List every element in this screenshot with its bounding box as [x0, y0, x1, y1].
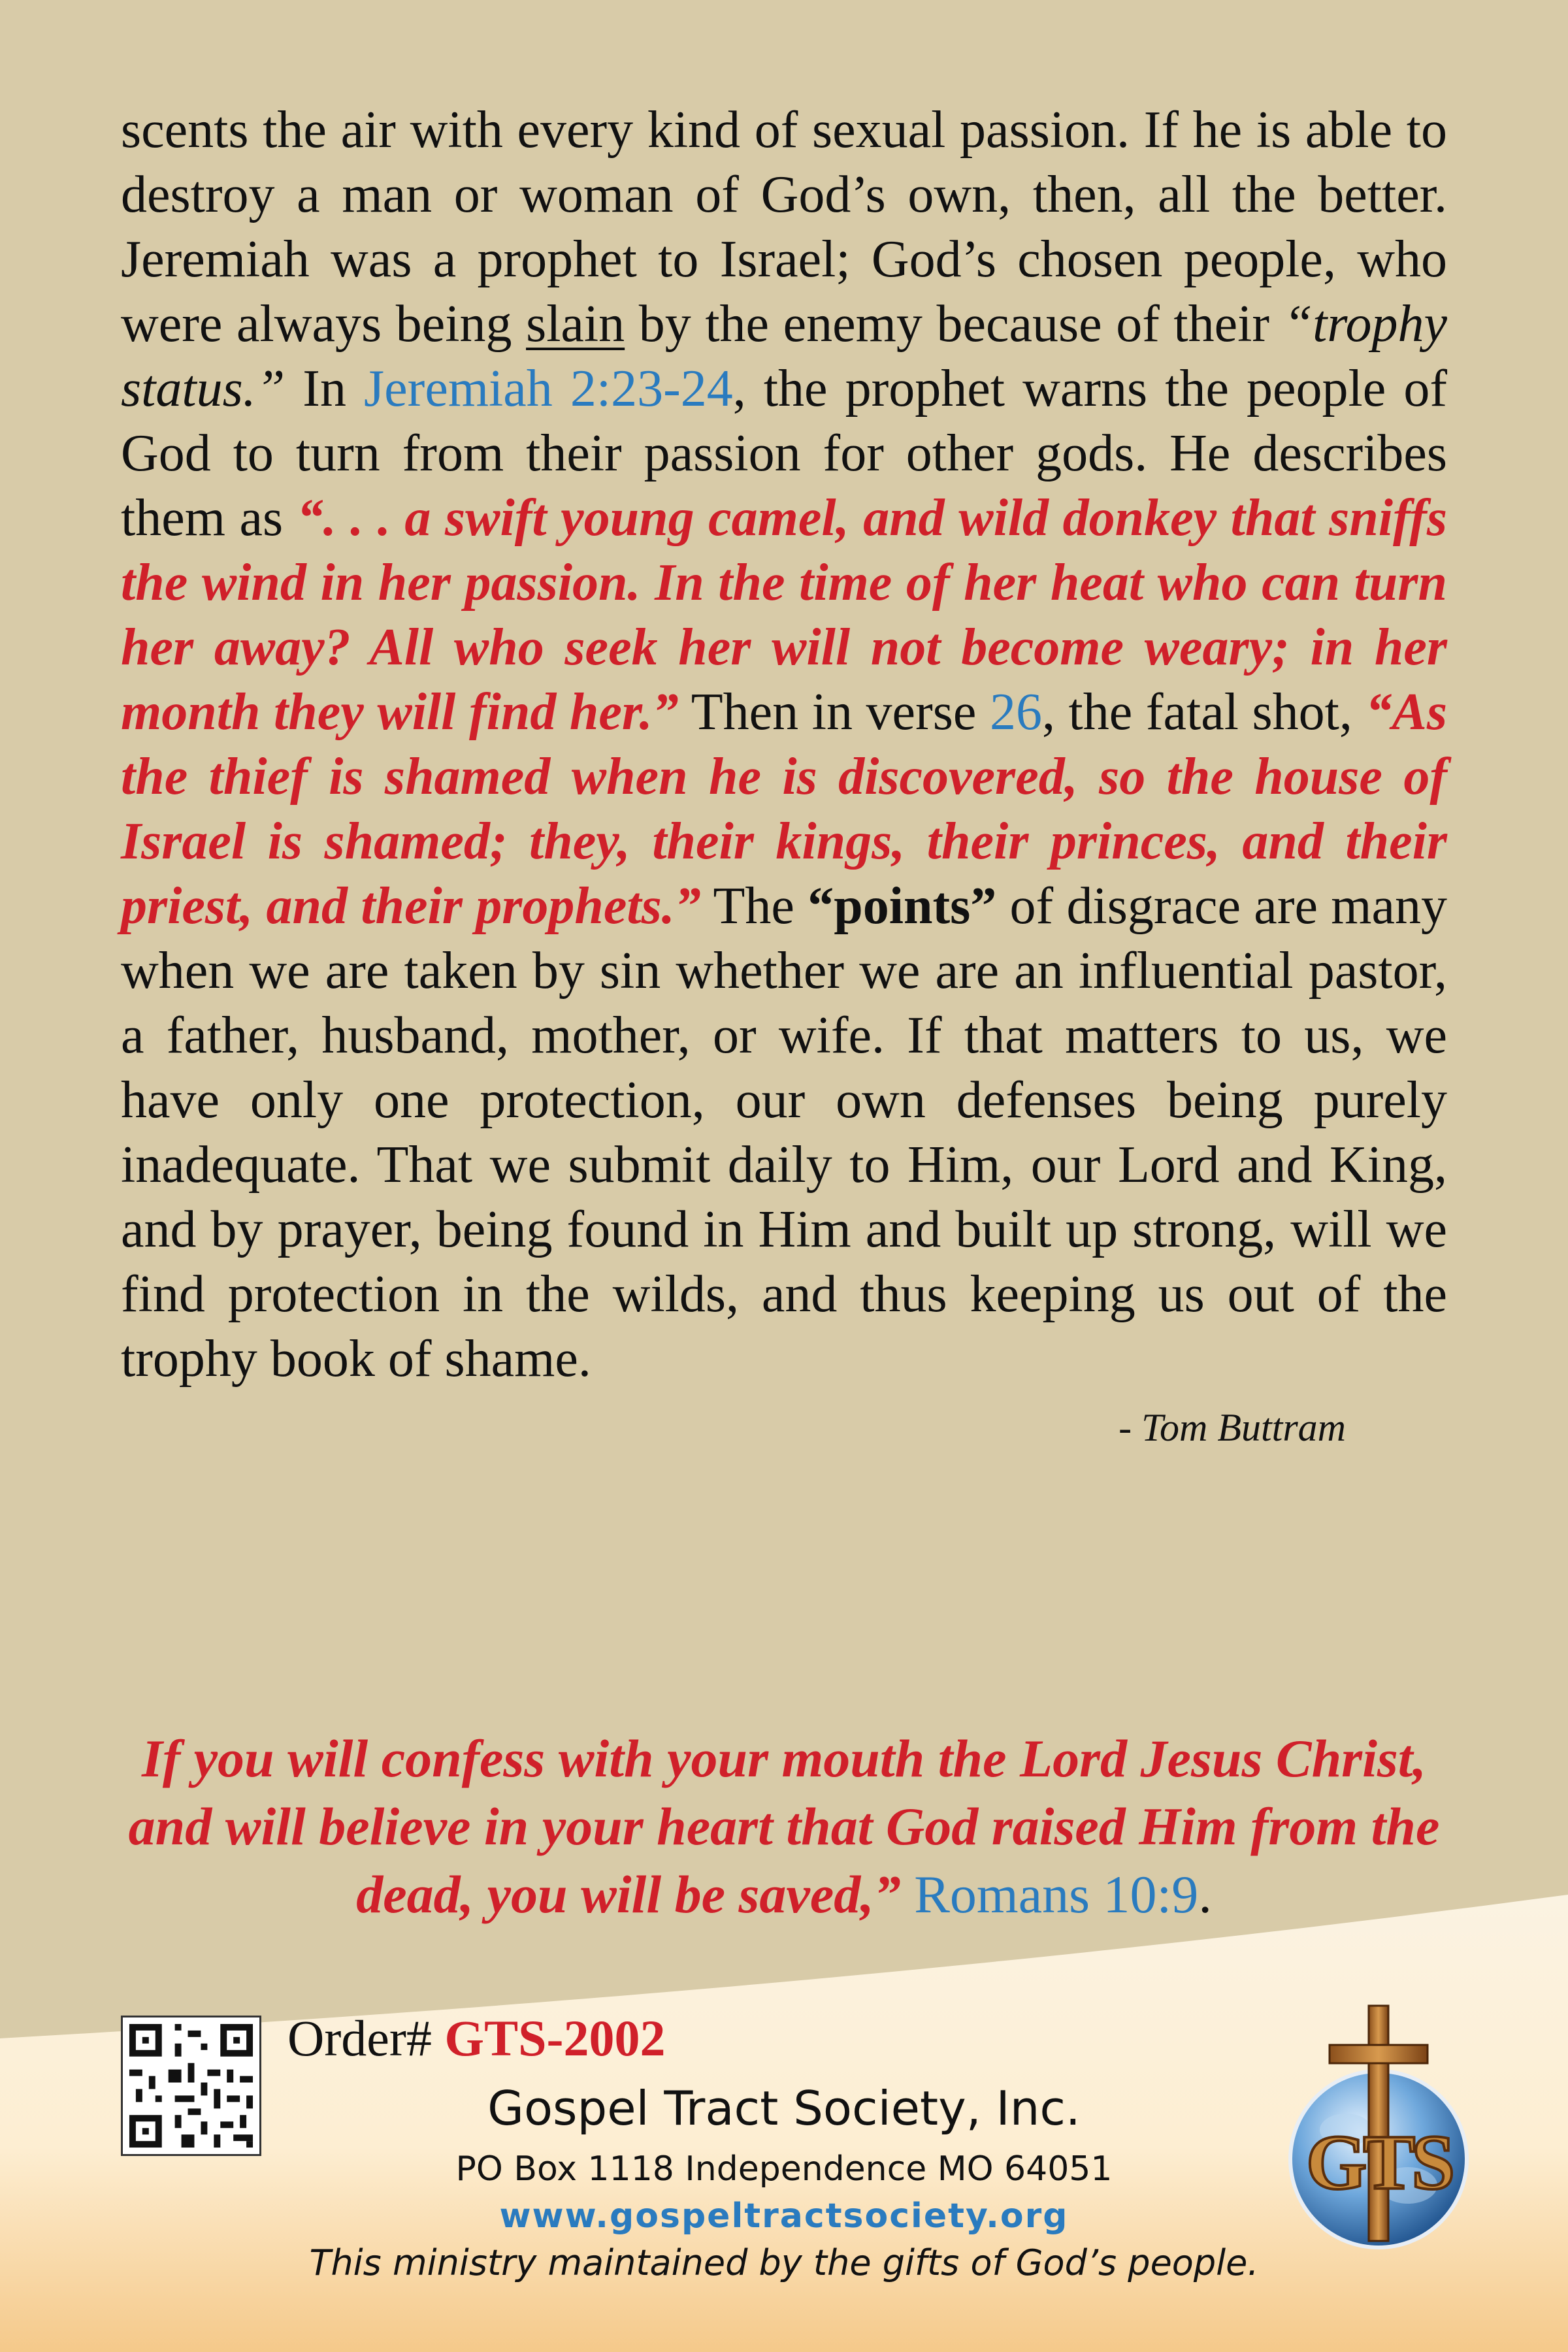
scripture-reference-verse: 26 [989, 683, 1042, 741]
scripture-reference-jeremiah: Jeremiah 2:23-24 [364, 360, 733, 417]
order-number [287, 2009, 665, 2068]
article-text: by the enemy because of their [625, 295, 1284, 353]
article-text: In [285, 360, 365, 417]
article-text: , the prophet warns the people of God to turn from their passion for other gods. He describes them as [121, 360, 1448, 547]
ministry-statement: This ministry maintained by the gifts of God’s people. [309, 2242, 1259, 2283]
bold-word: “points” [808, 877, 997, 935]
closing-verse [98, 1725, 1470, 1929]
website-link[interactable]: www.gospeltractsociety.org [499, 2197, 1069, 2236]
article-text: scents the air with every kind of sexual passion. If he is able to destroy a man or woman of God’s own, then, all the better. Jeremiah was a prophet to Israel; God’s chosen people, who were always being [121, 101, 1447, 353]
article-text: Then in verse [678, 683, 990, 741]
organization-name: Gospel Tract Society, Inc. [487, 2081, 1081, 2136]
article-body [121, 98, 1447, 1456]
article-text: of disgrace are many when we are taken by sin whether we are an influential pastor, a father, husband, mother, or wife. If that matters to us, we have only one protection, our own defenses being purely inadequate. That we submit daily to Him, our Lord and King, and by prayer, being found in Him and built up strong, will we find protection in the wilds, and thus keeping us out of the trophy book of shame. [121, 877, 1447, 1388]
underlined-word: slain [526, 295, 625, 353]
italic-phrase: “trophy status.” [121, 295, 1447, 417]
verse-end: . [1198, 1865, 1212, 1924]
logo-text: GTS [1305, 2119, 1452, 2206]
author: - Tom Buttram [1119, 1406, 1346, 1449]
article-text: , the fatal shot, [1041, 683, 1366, 741]
scripture-quote: “. . . a swift young camel, and wild donkey that sniffs the wind in her passion. In the time of her heat who can turn her away? All who seek her will not become weary; in her month they will find her.” [121, 489, 1448, 741]
article-text: The [700, 877, 808, 935]
verse-reference: Romans 10:9 [914, 1865, 1199, 1924]
author-line [121, 1392, 1447, 1456]
gts-logo [1274, 1999, 1483, 2254]
mailing-address: PO Box 1118 Independence MO 64051 [455, 2149, 1113, 2189]
scripture-quote: “As the thief is shamed when he is discovered, so the house of Israel is shamed; they, their kings, their princes, and their priest, and their prophets.” [121, 683, 1447, 935]
order-label: Order# [287, 2010, 445, 2066]
verse-text: If you will confess with your mouth the Lord Jesus Christ, and will believe in your heart that God raised Him from the dead, you will be saved,” [128, 1729, 1440, 1924]
order-code: GTS-2002 [444, 2010, 666, 2066]
